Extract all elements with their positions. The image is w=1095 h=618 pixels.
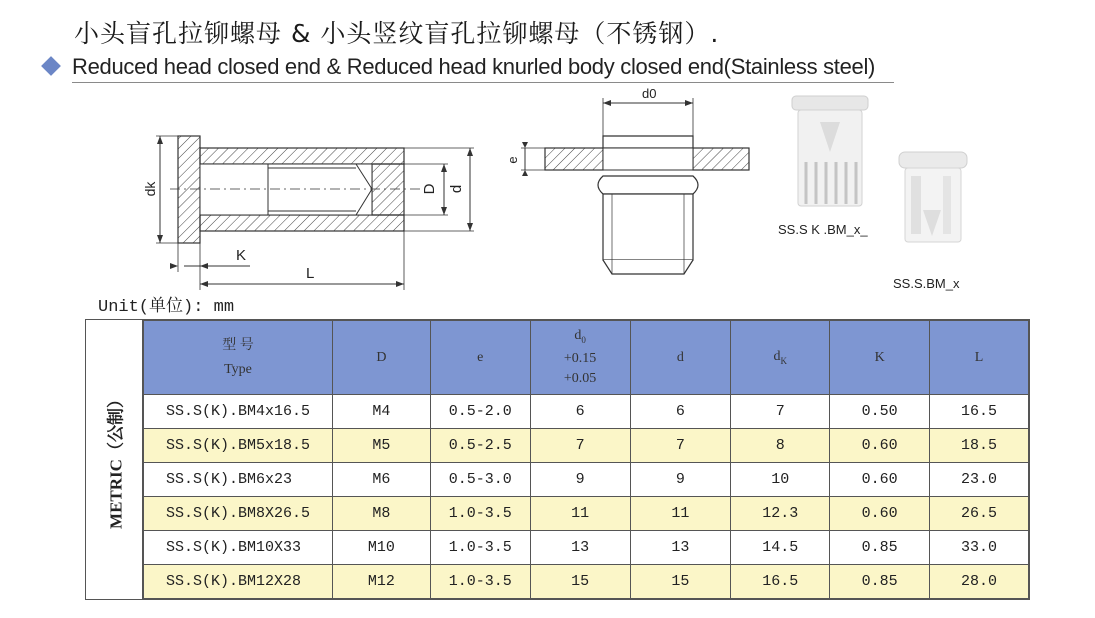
cell-D: M12 [332,565,430,599]
product-photo-smooth [893,150,973,250]
cell-K: 0.85 [830,531,930,565]
cell-d0: 13 [530,531,630,565]
cell-type: SS.S(K).BM8X26.5 [144,497,333,531]
cell-L: 33.0 [930,531,1029,565]
cell-dk: 7 [731,395,830,429]
cell-K: 0.85 [830,565,930,599]
cell-L: 26.5 [930,497,1029,531]
product-photo-knurled [780,92,880,212]
header-e: e [430,321,530,395]
cell-K: 0.60 [830,497,930,531]
cell-d0: 7 [530,429,630,463]
metric-side-cell [86,320,143,599]
unit-label: Unit(单位): mm [98,298,235,317]
cell-D: M6 [332,463,430,497]
cell-d0: 9 [530,463,630,497]
cell-L: 16.5 [930,395,1029,429]
cell-d: 15 [630,565,731,599]
label-d: d [448,184,465,194]
technical-drawing [0,85,770,295]
label-dk: dk [142,181,158,197]
cell-dk: 8 [731,429,830,463]
cell-e: 0.5-2.0 [430,395,530,429]
photo-label-knurled: SS.S K .BM_x_ [778,222,868,237]
header-d0-title [531,326,630,350]
cell-D: M5 [332,429,430,463]
cell-D: M10 [332,531,430,565]
cell-e: 1.0-3.5 [430,497,530,531]
page-title-chinese: 小头盲孔拉铆螺母 & 小头竖纹盲孔拉铆螺母（不锈钢）. [74,19,720,48]
header-d0-name: d [574,327,582,343]
cell-dk: 14.5 [731,531,830,565]
header-dk [731,321,830,395]
cell-d0: 15 [530,565,630,599]
label-K: K [236,247,247,264]
cell-d: 11 [630,497,731,531]
cell-d: 9 [630,463,731,497]
table-row [144,497,1029,531]
cell-L: 18.5 [930,429,1029,463]
cell-L: 28.0 [930,565,1029,599]
cell-d: 6 [630,395,731,429]
cell-dk: 12.3 [731,497,830,531]
cell-e: 1.0-3.5 [430,531,530,565]
table-row [144,463,1029,497]
cell-K: 0.60 [830,463,930,497]
header-d0-subscript: 0 [581,334,586,345]
header-d0-tol-minus: +0.05 [563,371,597,387]
cell-d: 7 [630,429,731,463]
header-d0-tol-plus: +0.15 [563,351,597,367]
spec-table [143,320,1029,599]
header-D: D [332,321,430,395]
cell-type: SS.S(K).BM6x23 [144,463,333,497]
cell-K: 0.50 [830,395,930,429]
installed-view-drawing [521,98,749,274]
cell-L: 23.0 [930,463,1029,497]
table-header-row [144,321,1029,395]
cell-dk: 10 [731,463,830,497]
table-row [144,531,1029,565]
cell-d0: 11 [530,497,630,531]
diamond-bullet-icon [41,56,61,76]
header-L: L [930,321,1029,395]
label-d0: d0 [642,86,657,101]
cell-type: SS.S(K).BM10X33 [144,531,333,565]
label-L: L [306,265,315,282]
cell-e: 0.5-2.5 [430,429,530,463]
header-type-en: Type [224,361,252,377]
cross-section-drawing [156,136,474,290]
header-K: K [830,321,930,395]
cell-D: M4 [332,395,430,429]
title-divider [72,82,894,83]
cell-type: SS.S(K).BM5x18.5 [144,429,333,463]
page-title-english: Reduced head closed end & Reduced head knurled body closed end(Stainless steel) [72,54,876,79]
cell-d0: 6 [530,395,630,429]
cell-type: SS.S(K).BM4x16.5 [144,395,333,429]
label-D: D [421,183,438,195]
header-d0 [530,321,630,395]
cell-K: 0.60 [830,429,930,463]
cell-e: 1.0-3.5 [430,565,530,599]
table-row [144,429,1029,463]
table-row [144,395,1029,429]
label-e: e [505,156,520,164]
metric-side-label: METRIC（公制） [106,391,126,529]
table-row [144,565,1029,599]
spec-table-container [85,319,1030,600]
header-type [144,321,333,395]
cell-type: SS.S(K).BM12X28 [144,565,333,599]
cell-e: 0.5-3.0 [430,463,530,497]
cell-d: 13 [630,531,731,565]
header-d: d [630,321,731,395]
cell-D: M8 [332,497,430,531]
header-dk-name: d [773,349,781,365]
header-dk-subscript: K [780,355,788,366]
cell-dk: 16.5 [731,565,830,599]
header-type-cn: 型 号 [222,337,254,353]
photo-label-smooth: SS.S.BM_x [893,276,960,291]
